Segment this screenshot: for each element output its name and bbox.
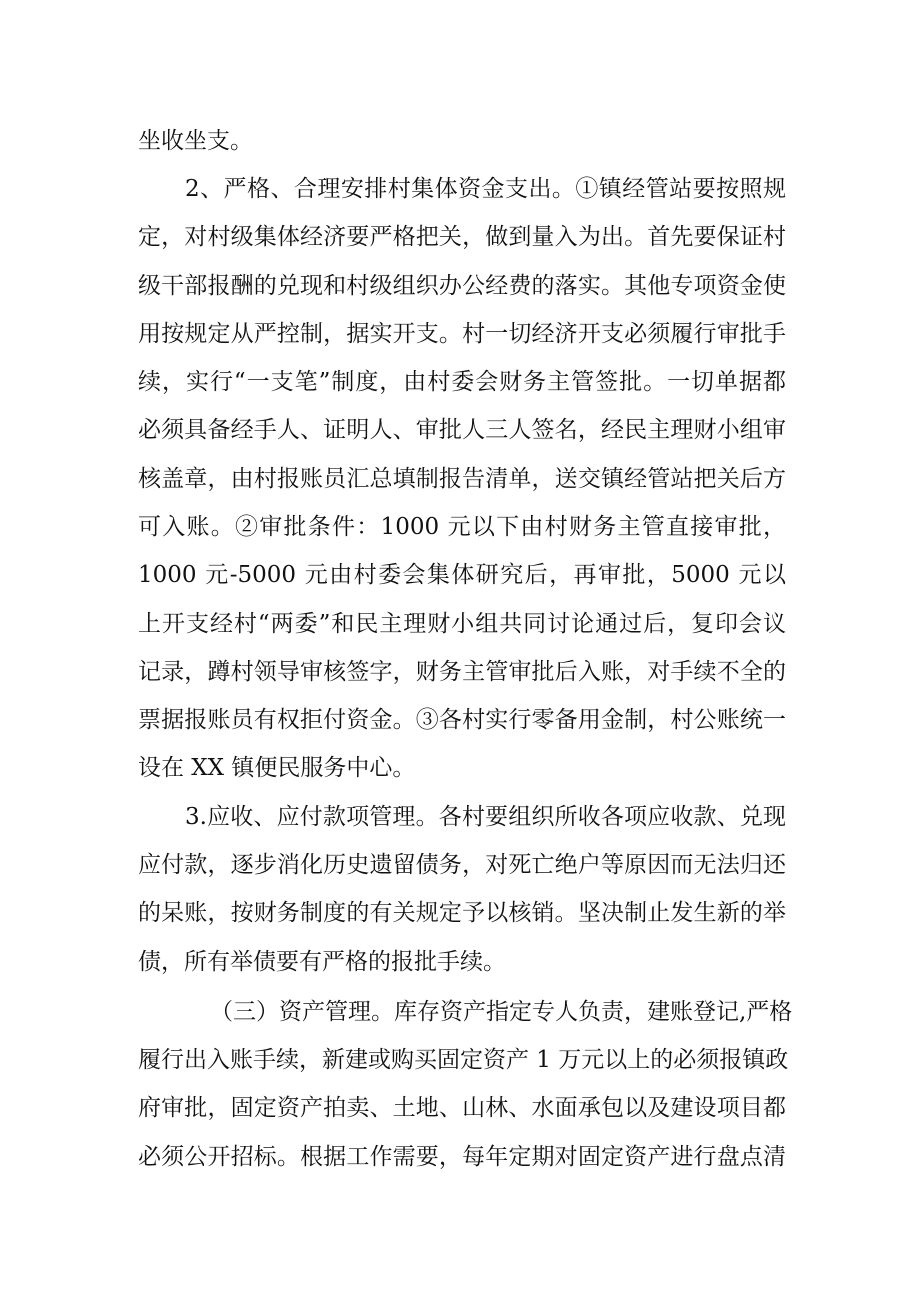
text-line: 2、严格、合理安排村集体资金支出。①镇经管站要按照规	[185, 176, 786, 202]
text-line: 设在 XX 镇便民服务中心。	[138, 755, 416, 781]
text-line: （三）资产管理。库存资产指定专人负责，建账登记,严格	[210, 999, 793, 1025]
text-line: 必须公开招标。根据工作需要，每年定期对固定资产进行盘点清	[138, 1144, 786, 1170]
text-line: 定，对村级集体经济要严格把关，做到量入为出。首先要保证村	[138, 224, 786, 250]
text-line: 核盖章，由村报账员汇总填制报告清单，送交镇经管站把关后方	[138, 466, 786, 492]
text-line: 的呆账，按财务制度的有关规定予以核销。坚决制止发生新的举	[138, 900, 786, 926]
text-line: 续，实行“一支笔”制度，由村委会财务主管签批。一切单据都	[138, 369, 786, 395]
text-line: 必须具备经手人、证明人、审批人三人签名，经民主理财小组审	[138, 417, 786, 443]
text-line: 用按规定从严控制，据实开支。村一切经济开支必须履行审批手	[138, 321, 786, 347]
text-line: 债，所有举债要有严格的报批手续。	[138, 949, 506, 975]
text-line: 记录，蹲村领导审核签字，财务主管审批后入账，对手续不全的	[138, 659, 786, 685]
text-line: 票据报账员有权拒付资金。③各村实行零备用金制，村公账统一	[138, 707, 786, 733]
text-line: 上开支经村“两委”和民主理财小组共同讨论通过后，复印会议	[138, 611, 786, 637]
text-line: 坐收坐支。	[138, 128, 253, 154]
text-line: 履行出入账手续，新建或购买固定资产 1 万元以上的必须报镇政	[138, 1047, 789, 1073]
text-line: 1000 元-5000 元由村委会集体研究后，再审批，5000 元以	[138, 562, 786, 588]
text-line: 应付款，逐步消化历史遗留债务，对死亡绝户等原因而无法归还	[138, 852, 786, 878]
text-line: 级干部报酬的兑现和村级组织办公经费的落实。其他专项资金使	[138, 273, 786, 299]
text-line: 府审批，固定资产拍卖、土地、山林、水面承包以及建设项目都	[138, 1095, 786, 1121]
text-line: 可入账。②审批条件：1000 元以下由村财务主管直接审批，	[138, 514, 786, 540]
text-line: 3.应收、应付款项管理。各村要组织所收各项应收款、兑现	[185, 804, 786, 830]
